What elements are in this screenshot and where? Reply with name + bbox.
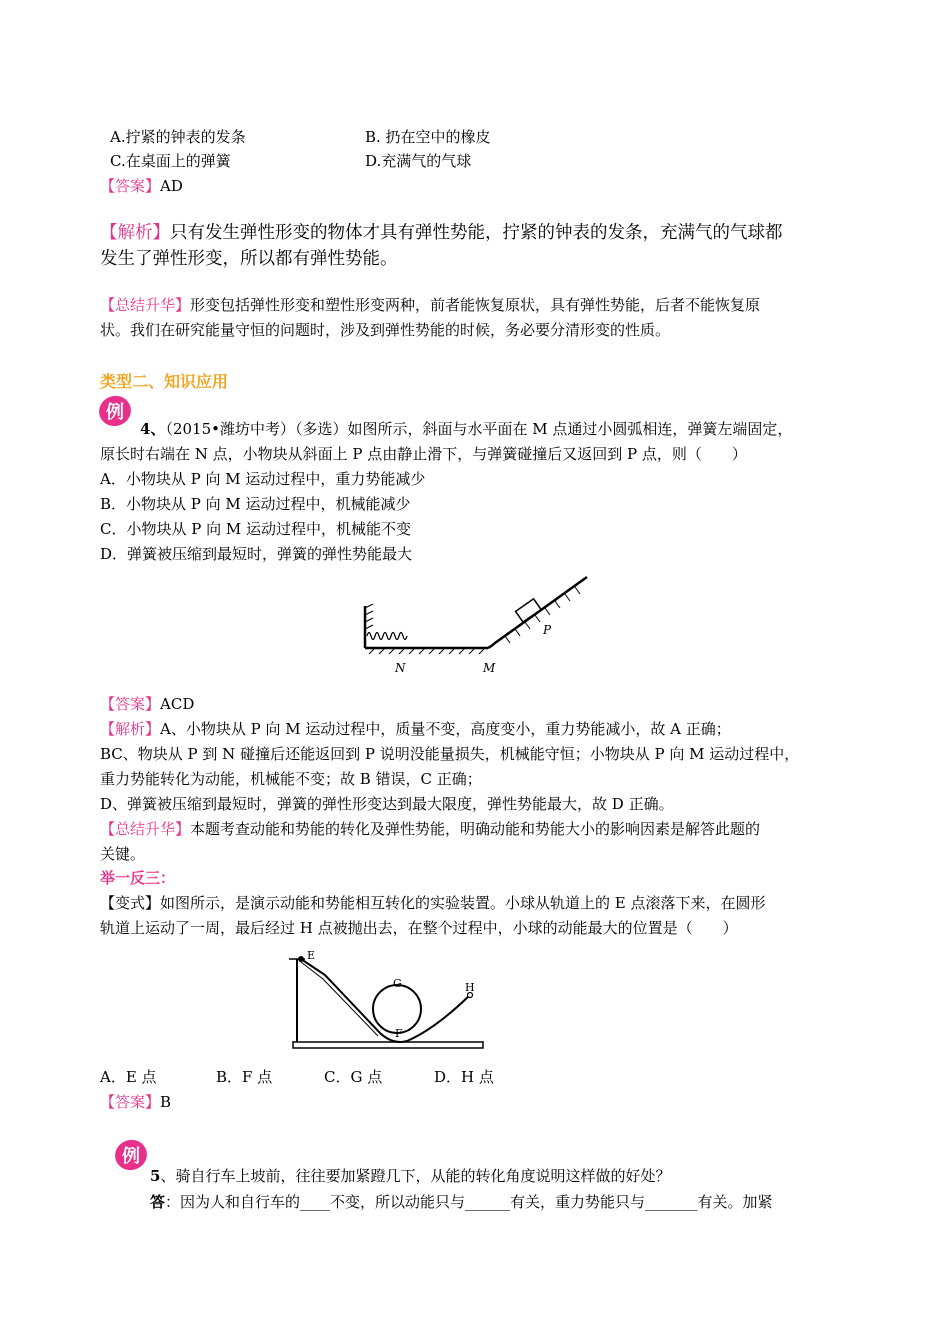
q3-analysis-line1 xyxy=(100,220,783,246)
q5-stem xyxy=(150,1164,670,1188)
answer-value: AD xyxy=(160,177,183,195)
q4-stem-line2: 原长时右端在 N 点，小物块从斜面上 P 点由静止滑下，与弹簧碰撞后又返回到 P 点，则（ ） xyxy=(100,445,747,463)
loop-circle xyxy=(373,985,421,1033)
base-board xyxy=(293,1042,483,1048)
q3-option-d: D.充满气的气球 xyxy=(365,152,472,170)
label-p: P xyxy=(543,623,552,637)
q4-stem-line1 xyxy=(140,417,792,441)
loop-track-figure xyxy=(285,945,485,1053)
analysis-text: A、小物块从 P 向 M 运动过程中，质量不变，高度变小，重力势能减小，故 A 正确； xyxy=(160,720,731,738)
answer-value: B xyxy=(160,1093,172,1111)
example-badge-icon xyxy=(96,394,132,430)
label-g: G xyxy=(393,977,402,990)
q4-summary-line1 xyxy=(100,817,760,841)
q4-analysis-line4: D、弹簧被压缩到最短时，弹簧的弹性形变达到最大限度，弹性势能最大，故 D 正确。 xyxy=(100,795,674,813)
q4-number: 4、 xyxy=(140,420,166,438)
q4-option-c: C．小物块从 P 向 M 运动过程中，机械能不变 xyxy=(100,520,412,538)
q3-option-a: A.拧紧的钟表的发条 xyxy=(110,128,246,146)
q5-answer-text: ：因为人和自行车的____不变，所以动能只与______有关，重力势能只与_______有关。加紧 xyxy=(165,1193,773,1211)
q3-option-b: B. 扔在空中的橡皮 xyxy=(365,128,491,146)
variant-answer xyxy=(100,1090,171,1114)
section-title: 类型二、知识应用 xyxy=(100,372,229,391)
q4-analysis-line2: BC、物块从 P 到 N 碰撞后还能返回到 P 说明没能量损失，机械能守恒；小物块从 P 向 M 运动过程中， xyxy=(100,745,800,763)
q3-summary-line1 xyxy=(100,293,760,317)
analysis-text: 只有发生弹性形变的物体才具有弹性势能，拧紧的钟表的发条，充满气的气球都 xyxy=(170,223,783,243)
variant-stem-line2: 轨道上运动了一周，最后经过 H 点被抛出去，在整个过程中，小球的动能最大的位置是（ ） xyxy=(100,919,738,937)
variant-option-b: B．F 点 xyxy=(216,1068,273,1086)
q4-option-a: A．小物块从 P 向 M 运动过程中，重力势能减少 xyxy=(100,470,426,488)
answer-value: ACD xyxy=(160,695,195,713)
label-e: E xyxy=(307,949,316,962)
answer-tag: 【答案】 xyxy=(100,695,161,713)
example-badge-icon xyxy=(112,1138,148,1174)
q5-answer-line xyxy=(150,1190,773,1214)
q3-answer xyxy=(100,174,183,198)
q3-option-c: C.在桌面上的弹簧 xyxy=(110,152,231,170)
analysis-tag: 【解析】 xyxy=(100,720,161,738)
summary-tag: 【总结升华】 xyxy=(100,820,191,838)
summary-text: 形变包括弹性形变和塑性形变两种，前者能恢复原状，具有弹性势能，后者不能恢复原 xyxy=(190,296,761,314)
label-f: F xyxy=(395,1027,403,1040)
variant-tag: 【变式】 xyxy=(100,894,161,912)
q4-incline-spring-figure xyxy=(355,572,595,678)
analysis-tag: 【解析】 xyxy=(100,223,170,243)
variant-heading: 举一反三： xyxy=(100,869,176,887)
label-n: N xyxy=(395,661,406,675)
track-edge xyxy=(301,962,378,1036)
q4-analysis-line1 xyxy=(100,717,731,741)
q4-analysis-line3: 重力势能转化为动能，机械能不变；故 B 错误，C 正确； xyxy=(100,770,482,788)
q5-answer-label: 答 xyxy=(150,1193,166,1211)
q5-stem-text: 、骑自行车上坡前，往往要加紧蹬几下，从能的转化角度说明这样做的好处？ xyxy=(160,1167,671,1185)
q4-stem-text: （2015•潍坊中考）（多选）如图所示，斜面与水平面在 M 点通过小圆弧相连，弹簧左端固定， xyxy=(165,420,793,438)
label-m: M xyxy=(483,661,496,675)
answer-tag: 【答案】 xyxy=(100,1093,161,1111)
badge-text: 例 xyxy=(106,402,124,423)
q4-answer xyxy=(100,692,194,716)
q4-summary-line2: 关键。 xyxy=(100,845,146,863)
q5-number: 5 xyxy=(150,1167,161,1185)
q3-summary-line2: 状。我们在研究能量守恒的问题时，涉及到弹性势能的时候，务必要分清形变的性质。 xyxy=(100,321,671,339)
summary-tag: 【总结升华】 xyxy=(100,296,191,314)
label-h: H xyxy=(465,981,475,994)
answer-tag: 【答案】 xyxy=(100,177,161,195)
summary-text: 本题考查动能和势能的转化及弹性势能，明确动能和势能大小的影响因素是解答此题的 xyxy=(190,820,761,838)
q4-option-d: D．弹簧被压缩到最短时，弹簧的弹性势能最大 xyxy=(100,545,413,563)
badge-text: 例 xyxy=(122,1146,140,1167)
spring-coil xyxy=(367,633,407,640)
q4-option-b: B．小物块从 P 向 M 运动过程中，机械能减少 xyxy=(100,495,411,513)
variant-option-a: A．E 点 xyxy=(100,1068,157,1086)
variant-option-d: D．H 点 xyxy=(434,1068,494,1086)
variant-option-c: C．G 点 xyxy=(324,1068,383,1086)
variant-stem-text: 如图所示，是演示动能和势能相互转化的实验装置。小球从轨道上的 E 点滚落下来，在圆形 xyxy=(160,894,766,912)
q3-analysis-line2: 发生了弹性形变，所以都有弹性势能。 xyxy=(100,249,398,269)
variant-stem-line1 xyxy=(100,891,766,915)
